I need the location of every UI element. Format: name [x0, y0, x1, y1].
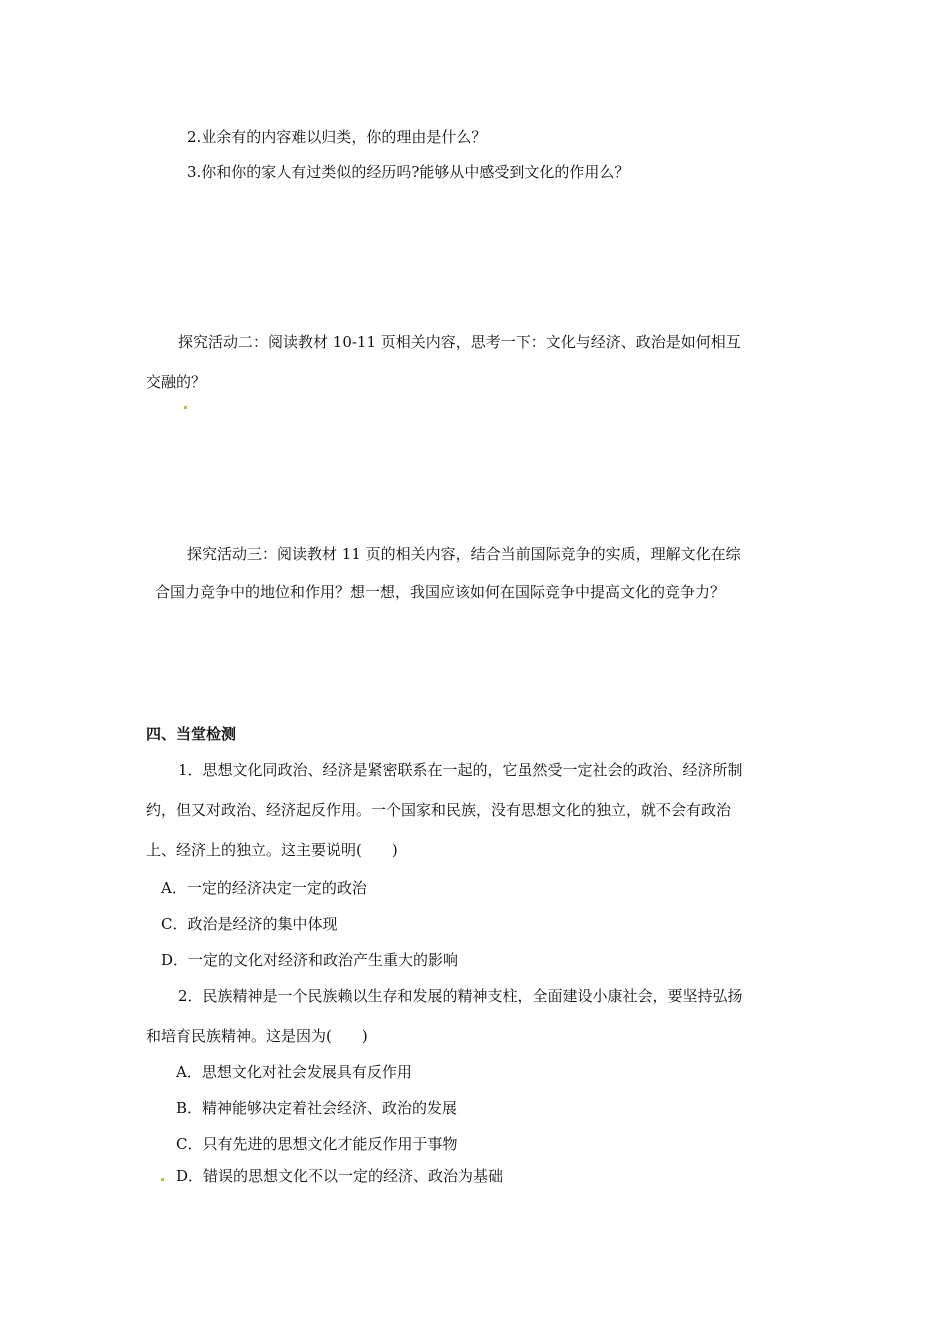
activity-3-line-2: 合国力竞争中的地位和作用？想一想，我国应该如何在国际竞争中提高文化的竞争力？ — [155, 583, 726, 601]
test-q1-option-c: C．政治是经济的集中体现 — [161, 915, 338, 933]
test-q2-line-2: 和培育民族精神。这是因为( ) — [146, 1027, 368, 1045]
test-q2-line-1: 2．民族精神是一个民族赖以生存和发展的精神支柱，全面建设小康社会，要坚持弘扬 — [178, 987, 743, 1005]
section-4-title: 四、当堂检测 — [146, 725, 237, 743]
test-q2-option-a: A．思想文化对社会发展具有反作用 — [176, 1063, 412, 1081]
test-q2-option-b: B．精神能够决定着社会经济、政治的发展 — [176, 1099, 458, 1117]
decorative-dot — [184, 406, 187, 409]
test-q1-line-2: 约，但又对政治、经济起反作用。一个国家和民族，没有思想文化的独立，就不会有政治 — [146, 801, 732, 819]
test-q1-line-1: 1．思想文化同政治、经济是紧密联系在一起的，它虽然受一定社会的政治、经济所制 — [178, 761, 743, 779]
decorative-dot — [161, 1178, 164, 1181]
activity-3-line-1: 探究活动三：阅读教材 11 页的相关内容，结合当前国际竞争的实质，理解文化在综 — [187, 545, 741, 563]
test-q1-line-3: 上、经济上的独立。这主要说明( ) — [146, 841, 398, 859]
test-q2-option-d: D．错误的思想文化不以一定的经济、政治为基础 — [176, 1167, 504, 1185]
activity-2-line-2: 交融的？ — [146, 373, 207, 391]
question-3: 3.你和你的家人有过类似的经历吗?能够从中感受到文化的作用么？ — [187, 163, 630, 181]
question-2: 2.业余有的内容难以归类，你的理由是什么？ — [187, 128, 487, 146]
test-q1-option-d: D．一定的文化对经济和政治产生重大的影响 — [161, 951, 459, 969]
test-q2-option-c: C．只有先进的思想文化才能反作用于事物 — [176, 1135, 458, 1153]
activity-2-line-1: 探究活动二：阅读教材 10-11 页相关内容，思考一下：文化与经济、政治是如何相互 — [178, 333, 741, 351]
test-q1-option-a: A．一定的经济决定一定的政治 — [161, 879, 367, 897]
